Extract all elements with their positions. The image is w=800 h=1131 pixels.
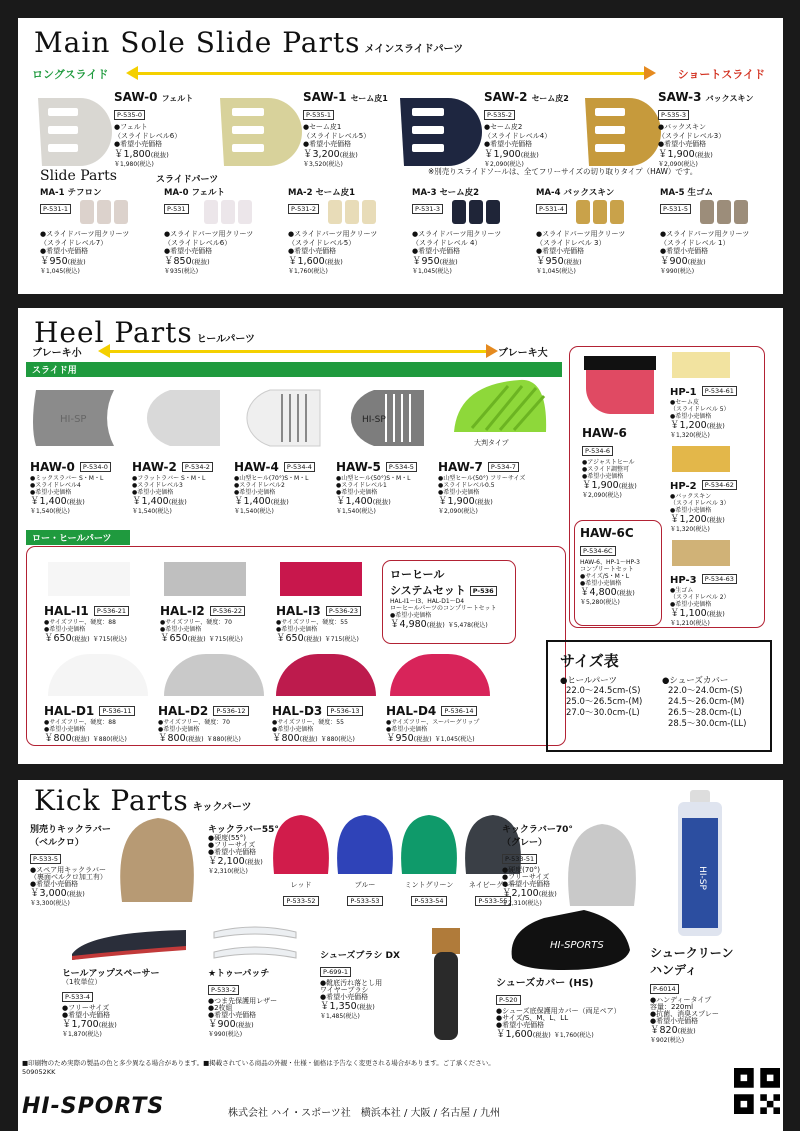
price-incl-tax: ￥1,045(税込) bbox=[536, 267, 576, 275]
svg-text:HI-SP: HI-SP bbox=[60, 414, 87, 425]
heel-item bbox=[234, 456, 315, 515]
price: ￥850(税抜) bbox=[164, 255, 210, 267]
size-row: 28.5～30.0cm-(LL) bbox=[668, 719, 747, 729]
hp-name: HP-1 bbox=[670, 387, 697, 398]
text-line: （スライドレベル 3） bbox=[536, 238, 606, 247]
size-row: 27.0～30.0cm-(L) bbox=[566, 708, 640, 718]
felt-sole-image bbox=[36, 96, 114, 166]
price: ￥1,200(税抜) bbox=[670, 514, 725, 525]
price-incl-tax: ￥935(税込) bbox=[164, 267, 199, 275]
slide-part-text bbox=[288, 230, 377, 275]
text-line: ●希望小売価格 bbox=[288, 247, 337, 255]
low-heel-name: HAL-I1 bbox=[44, 604, 89, 618]
text-line: ●スライドレベル0.5 bbox=[438, 482, 495, 489]
kick70-image bbox=[564, 820, 640, 908]
price-incl-tax: ￥1,045(税込) bbox=[40, 267, 80, 275]
product-code: P-534-63 bbox=[702, 574, 737, 584]
brake-large-label: ブレーキ大 bbox=[498, 348, 548, 359]
toe-patch-image bbox=[210, 920, 300, 964]
price: ￥1,400(税抜) bbox=[234, 496, 289, 507]
color-label: レッド bbox=[290, 881, 312, 889]
text-line: ●希望小売価格 bbox=[670, 413, 712, 420]
text-line: ●スライドパーツ用クリーツ bbox=[164, 230, 254, 238]
slide-part-name: MA-0 フェルト bbox=[164, 188, 226, 198]
text-line: ●スライドレベル2 bbox=[234, 482, 285, 489]
svg-text:HI-SP: HI-SP bbox=[697, 866, 707, 890]
qr-code-icon[interactable] bbox=[734, 1068, 780, 1114]
product-code: P-531-3 bbox=[412, 204, 443, 214]
text-line: ●希望小売価格 bbox=[158, 726, 200, 733]
text-line: ●スライドパーツ用クリーツ bbox=[536, 230, 626, 238]
size-cover-list bbox=[668, 686, 746, 730]
kick-rubber-swatch bbox=[398, 812, 460, 876]
slide-arrow bbox=[136, 72, 646, 75]
size-heel-header: ●ヒールパーツ bbox=[560, 676, 617, 686]
haw-2-image bbox=[130, 386, 224, 450]
cleat-swatch bbox=[97, 200, 111, 224]
price: ￥1,900(税抜) bbox=[438, 496, 493, 507]
product-code: P-536-23 bbox=[326, 606, 361, 616]
slide-part-name: MA-3 セーム皮2 bbox=[412, 188, 480, 198]
product-code: P-531 bbox=[164, 204, 189, 214]
cleat-swatch bbox=[362, 200, 376, 224]
low-heel-item bbox=[272, 700, 363, 745]
heel-name: HAW-7 bbox=[438, 460, 483, 474]
text-line: （スライドレベル 1） bbox=[660, 238, 730, 247]
main-note: ※別売りスライドソールは、全てフリーサイズの切り取りタイプ（HAW）です。 bbox=[428, 167, 698, 176]
navy-sole-image bbox=[398, 96, 484, 166]
text-line: ●希望小売価格 bbox=[670, 507, 712, 514]
price-incl-tax: ￥1,540(税込) bbox=[132, 508, 172, 515]
low-heel-name: HAL-I2 bbox=[160, 604, 205, 618]
text-line: ●希望小売価格 bbox=[234, 489, 276, 496]
cleat-swatch bbox=[576, 200, 590, 224]
text-line: ●希望小売価格 bbox=[164, 247, 213, 255]
slide-part-name: MA-5 生ゴム bbox=[660, 188, 713, 198]
text-line: ●希望小売価格 bbox=[160, 626, 202, 633]
hal-i2-image bbox=[164, 562, 246, 596]
kick-color-item bbox=[270, 812, 332, 909]
footer-note: ■印刷物のため実際の製品の色と多少異なる場合があります。■掲載されている商品の外観・仕様・価格は予告なく変更される場合があります。ご了承ください。 bbox=[22, 1059, 495, 1067]
low-heel-item bbox=[158, 700, 249, 745]
text-line: ●スライドレベル3 bbox=[132, 482, 183, 489]
hp-name: HP-3 bbox=[670, 575, 697, 586]
price: ￥950(税抜) ￥1,045(税込) bbox=[386, 733, 475, 744]
cleat-swatch bbox=[345, 200, 359, 224]
saw-0-text: SAW-0 フェルト P-535-0 ●フェルト （スライドレベル6） ●希望小売価格 ￥1,800(税抜) ￥1,980(税込) bbox=[114, 90, 194, 168]
size-row: 22.0～24.5cm-(S) bbox=[566, 686, 641, 696]
text-line: ●サイズフリー、硬度：88 bbox=[44, 619, 116, 626]
size-row: 24.5～26.0cm-(M) bbox=[668, 697, 745, 707]
haw-6-image bbox=[580, 354, 660, 416]
chamois-sole-image bbox=[218, 96, 304, 166]
arrow-right-icon bbox=[644, 66, 656, 80]
text-line: ●スライドパーツ用クリーツ bbox=[412, 230, 502, 238]
text-line: （スライドレベル 3） bbox=[670, 500, 730, 507]
color-label: ブルー bbox=[354, 881, 376, 889]
price: ￥650(税抜) ￥715(税込) bbox=[44, 633, 127, 644]
text-line: ●スライドレベル1 bbox=[336, 482, 387, 489]
long-slide-label: ロングスライド bbox=[32, 68, 109, 81]
heel-name: HAW-2 bbox=[132, 460, 177, 474]
text-line: ●バックスキン bbox=[670, 493, 712, 500]
price: ￥1,400(税抜) bbox=[336, 496, 391, 507]
slide-part-text bbox=[40, 230, 129, 275]
size-row: 26.5～28.0cm-(L) bbox=[668, 708, 742, 718]
short-slide-label: ショートスライド bbox=[677, 68, 765, 81]
slide-part-name: MA-1 テフロン bbox=[40, 188, 102, 198]
price-incl-tax: ￥1,540(税込) bbox=[234, 508, 274, 515]
low-heel-item bbox=[386, 700, 479, 745]
price: ￥950(税抜) bbox=[40, 255, 86, 267]
text-line: ●希望小売価格 bbox=[30, 489, 72, 496]
text-line: ●希望小売価格 bbox=[660, 247, 709, 255]
text-line: ●フラットラバー S・M・L bbox=[132, 475, 206, 482]
text-line: （スライドレベル 2） bbox=[670, 594, 730, 601]
slide-part-name: MA-4 バックスキン bbox=[536, 188, 615, 198]
low-heel-name: HAL-D1 bbox=[44, 704, 95, 718]
text-line: ●サイズフリー、硬度：88 bbox=[44, 719, 116, 726]
product-code: P-536-21 bbox=[94, 606, 129, 616]
text-line: ●山型ヒール(50°) フリーサイズ bbox=[438, 475, 526, 482]
price: ￥1,100(税抜) bbox=[670, 608, 725, 619]
spacer-text: ヒールアップスペーサー （1枚単位） P-533-4 ●フリーサイズ ●希望小売価格 ￥1,700(税抜) ￥1,870(税込) bbox=[62, 969, 160, 1038]
text-line: （スライドレベル6） bbox=[164, 238, 232, 247]
cleat-swatch bbox=[238, 200, 252, 224]
brake-arrow bbox=[108, 350, 488, 353]
low-heel-name: HAL-D3 bbox=[272, 704, 323, 718]
text-line: ●スライドレベル4 bbox=[30, 482, 81, 489]
product-code: P-536-22 bbox=[210, 606, 245, 616]
text-line: ●希望小売価格 bbox=[132, 489, 174, 496]
haw-0-image bbox=[30, 386, 120, 450]
kick-title: Kick Parts キックパーツ bbox=[34, 784, 252, 817]
spacer-image bbox=[68, 926, 188, 962]
cleat-swatch bbox=[328, 200, 342, 224]
saw-3-text: SAW-3 バックスキン P-535-3 ●バックスキン （スライドレベル3） ●希望小売価格 ￥1,900(税抜) ￥2,090(税込) bbox=[658, 90, 754, 168]
kick-color-item bbox=[398, 812, 460, 909]
price: ￥800(税抜) ￥880(税込) bbox=[44, 733, 127, 744]
haw-6c-text: HAW-6C P-534-6C HAW-6、HP-1～HP-3 コンプリートセット ●サイズ/S・M・L ●希望小売価格 ￥4,800(税抜) ￥5,280(税込) bbox=[580, 526, 640, 606]
slide-part-name: MA-2 セーム皮1 bbox=[288, 188, 356, 198]
brake-arrow-left-icon bbox=[98, 344, 110, 358]
size-row: 25.0～26.5cm-(M) bbox=[566, 697, 643, 707]
size-heel-list bbox=[566, 686, 642, 719]
slide-part-image bbox=[452, 200, 503, 228]
color-label: ミントグリーン bbox=[404, 881, 454, 889]
text-line: ●希望小売価格 bbox=[670, 601, 712, 608]
price-incl-tax: ￥990(税込) bbox=[660, 267, 695, 275]
saw-0-card bbox=[36, 96, 114, 170]
product-code: P-534-2 bbox=[182, 462, 213, 472]
price: ￥950(税抜) bbox=[412, 255, 458, 267]
slide-parts-title: Slide Parts bbox=[40, 168, 117, 184]
price-incl-tax: ￥1,760(税込) bbox=[288, 267, 328, 275]
company-info: 株式会社 ハイ・スポーツ社 横浜本社 / 大阪 / 名古屋 / 九州 bbox=[228, 1108, 500, 1119]
cleat-swatch bbox=[221, 200, 235, 224]
product-code: P-534-4 bbox=[284, 462, 315, 472]
product-code: P-536-13 bbox=[327, 706, 362, 716]
kick-panel bbox=[18, 780, 783, 1052]
hp-2-image bbox=[672, 446, 730, 472]
product-code: P-536-11 bbox=[99, 706, 134, 716]
cleat-swatch bbox=[469, 200, 483, 224]
slide-part-image bbox=[576, 200, 627, 228]
text-line: ●サイズフリー、スーパーグリップ bbox=[386, 719, 480, 726]
cleat-swatch bbox=[610, 200, 624, 224]
product-code: P-533-53 bbox=[347, 896, 382, 906]
cleat-swatch bbox=[593, 200, 607, 224]
text-line: ●サイズフリー、硬度：70 bbox=[160, 619, 232, 626]
price-incl-tax: ￥1,045(税込) bbox=[412, 267, 452, 275]
saw-1-text: SAW-1 セーム皮1 P-535-1 ●セーム皮1 （スライドレベル5） ●希望小売価格 ￥3,200(税抜) ￥3,520(税込) bbox=[303, 90, 388, 168]
text-line: ●希望小売価格 bbox=[412, 247, 461, 255]
price-incl-tax: ￥1,540(税込) bbox=[30, 508, 70, 515]
text-line: （スライドレベル5） bbox=[288, 238, 356, 247]
text-line: ●希望小売価格 bbox=[44, 626, 86, 633]
cleat-swatch bbox=[204, 200, 218, 224]
product-code: P-533-54 bbox=[411, 896, 446, 906]
size-cover-header: ●シューズカバー bbox=[662, 676, 729, 686]
price-incl-tax: ￥1,540(税込) bbox=[336, 508, 376, 515]
main-sole-panel bbox=[18, 18, 783, 294]
price: ￥1,600(税抜) bbox=[288, 255, 343, 267]
slide-tag: スライド用 bbox=[26, 362, 562, 377]
kick-rubber-swatch bbox=[270, 812, 332, 876]
slide-part-text bbox=[536, 230, 625, 275]
text-line: ●スライドパーツ用クリーツ bbox=[660, 230, 750, 238]
arrow-left-icon bbox=[126, 66, 138, 80]
kick-color-item bbox=[334, 812, 396, 909]
footer bbox=[18, 1052, 783, 1131]
text-line: ●サイズフリー、硬度：70 bbox=[158, 719, 230, 726]
price-incl-tax: ￥1,320(税込) bbox=[670, 432, 710, 439]
velcro-kick-image bbox=[116, 814, 198, 904]
footer-id: 509052KK bbox=[22, 1068, 56, 1076]
brush-image bbox=[428, 926, 464, 1042]
product-code: P-534-7 bbox=[488, 462, 519, 472]
text-line: ●希望小売価格 bbox=[272, 726, 314, 733]
price-incl-tax: ￥2,090(税込) bbox=[438, 508, 478, 515]
kick70-text: キックラバー70° （グレー） P-533-51 ●硬度(70°) ●フリーサイズ ●希望小売価格 ￥2,100(税抜) ￥2,310(税込) bbox=[502, 825, 573, 907]
product-code: P-531-4 bbox=[536, 204, 567, 214]
text-line: ●希望小売価格 bbox=[276, 626, 318, 633]
low-heel-item bbox=[276, 600, 361, 645]
heel-name: HAW-4 bbox=[234, 460, 279, 474]
low-heel-item bbox=[160, 600, 245, 645]
brush-text: シューズブラシ DX P-699-1 ●靴底汚れ落とし用 ワイヤーブラシ ●希望小売価格 ￥1,350(税抜) ￥1,485(税込) bbox=[320, 951, 400, 1020]
product-code: P-531-2 bbox=[288, 204, 319, 214]
slide-parts-subtitle: スライドパーツ bbox=[156, 175, 219, 185]
text-line: ●希望小売価格 bbox=[438, 489, 480, 496]
hp-item bbox=[670, 380, 737, 439]
cleat-swatch bbox=[717, 200, 731, 224]
text-line: ●サイズフリー、硬度：55 bbox=[276, 619, 348, 626]
cleat-swatch bbox=[734, 200, 748, 224]
text-line: （スライドレベル7） bbox=[40, 238, 108, 247]
haw-6-text: HAW-6 P-534-6 ●アジャストヒール ●スライド調整可 ●希望小売価格 ￥1,900(税抜) ￥2,090(税込) bbox=[582, 426, 637, 499]
slide-part-image bbox=[204, 200, 255, 228]
hal-i3-image bbox=[280, 562, 362, 596]
big-type-label: 大判タイプ bbox=[474, 439, 509, 447]
toe-patch-text: ★トゥーパッチ P-533-2 ●つま先保護用レザー ●2枚組 ●希望小売価格 ￥900(税抜) ￥990(税込) bbox=[208, 969, 278, 1038]
text-line: ●希望小売価格 bbox=[44, 726, 86, 733]
product-code: P-536-14 bbox=[441, 706, 476, 716]
heel-panel bbox=[18, 308, 783, 764]
text-line: ●スライドパーツ用クリーツ bbox=[40, 230, 130, 238]
text-line: ●希望小売価格 bbox=[386, 726, 428, 733]
product-code: P-531-1 bbox=[40, 204, 71, 214]
hp-name: HP-2 bbox=[670, 481, 697, 492]
spray-can-image bbox=[670, 788, 730, 938]
slide-part-text bbox=[412, 230, 501, 275]
low-heel-item bbox=[44, 600, 129, 645]
price: ￥1,400(税抜) bbox=[30, 496, 85, 507]
saw-2-text: SAW-2 セーム皮2 P-535-2 ●セーム皮2 （スライドレベル4） ●希望小売価格 ￥1,900(税抜) ￥2,090(税込) bbox=[484, 90, 569, 168]
size-table-title: サイズ表 bbox=[560, 652, 619, 670]
text-line: （スライドレベル 4） bbox=[412, 238, 482, 247]
low-heel-name: HAL-I3 bbox=[276, 604, 321, 618]
price: ￥1,200(税抜) bbox=[670, 420, 725, 431]
low-heel-item bbox=[44, 700, 135, 745]
text-line: ●スライドパーツ用クリーツ bbox=[288, 230, 378, 238]
low-heel-name: HAL-D2 bbox=[158, 704, 209, 718]
product-code: P-534-62 bbox=[702, 480, 737, 490]
text-line: ●セーム皮 bbox=[670, 399, 699, 406]
hp-1-image bbox=[672, 352, 730, 378]
haw-4-image bbox=[230, 386, 324, 450]
price: ￥800(税抜) ￥880(税込) bbox=[272, 733, 355, 744]
heel-name: HAW-5 bbox=[336, 460, 381, 474]
heel-item bbox=[336, 456, 417, 515]
heel-title: Heel Parts ヒールパーツ bbox=[34, 316, 256, 349]
product-code: P-534-5 bbox=[386, 462, 417, 472]
color-label: ネイビーグレー bbox=[468, 881, 518, 889]
slide-part-text bbox=[164, 230, 253, 275]
kick55-text: キックラバー55° ●硬度(55°) ●フリーサイズ ●希望小売価格 ￥2,100(税抜) ￥2,310(税込) bbox=[208, 825, 279, 875]
product-code: P-533-52 bbox=[283, 896, 318, 906]
text-line: ●山型ヒール(50°)S・M・L bbox=[336, 475, 411, 482]
text-line: ●希望小売価格 bbox=[40, 247, 89, 255]
product-code: P-536-12 bbox=[213, 706, 248, 716]
price: ￥650(税抜) ￥715(税込) bbox=[276, 633, 359, 644]
price: ￥900(税抜) bbox=[660, 255, 706, 267]
size-row: 22.0～24.0cm-(S) bbox=[668, 686, 743, 696]
brand-logo: HI-SPORTS bbox=[22, 1094, 165, 1119]
heel-name: HAW-0 bbox=[30, 460, 75, 474]
product-code: P-534-61 bbox=[702, 386, 737, 396]
text-line: ●ミックスラバー S・M・L bbox=[30, 475, 104, 482]
saw-3-card bbox=[583, 96, 663, 170]
text-line: ●山型ヒール(70°)S・M・L bbox=[234, 475, 309, 482]
heel-item bbox=[438, 456, 525, 515]
text-line: ●生ゴム bbox=[670, 587, 694, 594]
slide-part-image bbox=[700, 200, 751, 228]
saw-2-card bbox=[398, 96, 484, 170]
low-heel-name: HAL-D4 bbox=[386, 704, 437, 718]
hp-item bbox=[670, 474, 737, 533]
cleat-swatch bbox=[700, 200, 714, 224]
text-line: ●希望小売価格 bbox=[536, 247, 585, 255]
cleat-swatch bbox=[486, 200, 500, 224]
price-incl-tax: ￥1,210(税込) bbox=[670, 620, 710, 627]
text-line: ●サイズフリー、硬度：55 bbox=[272, 719, 344, 726]
cleat-swatch bbox=[114, 200, 128, 224]
low-heel-tag: ロー・ヒールパーツ bbox=[26, 530, 130, 545]
product-code: P-534-0 bbox=[80, 462, 111, 472]
size-table bbox=[546, 640, 772, 752]
text-line: （スライドレベル 5） bbox=[670, 406, 730, 413]
buckskin-sole-image bbox=[583, 96, 663, 166]
price-incl-tax: ￥1,320(税込) bbox=[670, 526, 710, 533]
slide-part-text bbox=[660, 230, 749, 275]
slide-part-image bbox=[80, 200, 131, 228]
price: ￥650(税抜) ￥715(税込) bbox=[160, 633, 243, 644]
cleat-swatch bbox=[452, 200, 466, 224]
price: ￥950(税抜) bbox=[536, 255, 582, 267]
hp-item bbox=[670, 568, 737, 627]
svg-text:HI-SPORTS: HI-SPORTS bbox=[550, 940, 604, 951]
svg-text:HI-SP: HI-SP bbox=[362, 415, 386, 425]
low-set-text: ローヒール システムセット P-536 HAL-I1～I3、HAL-D1～D4 ローヒールパーツのコンプリートセット ●希望小売価格 ￥4,980(税抜) ￥5,478(税込) bbox=[390, 568, 497, 630]
haw-5-image bbox=[334, 386, 428, 450]
cleaner-text: シュークリーン ハンディ P-6014 ●ハンディータイプ 容量：220ml ●抗菌、消臭スプレー ●希望小売価格 ￥820(税抜) ￥902(税込) bbox=[650, 946, 734, 1044]
text-line: ●希望小売価格 bbox=[336, 489, 378, 496]
shoe-cover-image bbox=[504, 900, 634, 972]
price: ￥1,400(税抜) bbox=[132, 496, 187, 507]
slide-part-image bbox=[328, 200, 379, 228]
heel-item bbox=[30, 456, 111, 515]
brake-small-label: ブレーキ小 bbox=[32, 348, 82, 359]
main-title: Main Sole Slide Parts メインスライドパーツ bbox=[34, 26, 464, 59]
shoe-cover-text: シューズカバー (HS) P-520 ●シューズ底保護用カバー（両足ペア） ●サイズ/S、M、L、LL ●希望小売価格 ￥1,600(税抜) ￥1,760(税込) bbox=[496, 978, 621, 1040]
hp-3-image bbox=[672, 540, 730, 566]
saw-1-card bbox=[218, 96, 304, 170]
velcro-text: 別売りキックラバー （ベルクロ） P-533-5 ●スペア用キックラバー （裏面ベルクロ加工有） ●希望小売価格 ￥3,000(税抜) ￥3,300(税込) bbox=[30, 825, 111, 907]
product-code: P-533-55 bbox=[475, 896, 510, 906]
hal-i1-image bbox=[48, 562, 130, 596]
heel-item bbox=[132, 456, 213, 515]
cleat-swatch bbox=[80, 200, 94, 224]
product-code: P-531-5 bbox=[660, 204, 691, 214]
haw-7-image bbox=[450, 378, 550, 434]
kick-rubber-swatch bbox=[334, 812, 396, 876]
brake-arrow-right-icon bbox=[486, 344, 498, 358]
price: ￥800(税抜) ￥880(税込) bbox=[158, 733, 241, 744]
